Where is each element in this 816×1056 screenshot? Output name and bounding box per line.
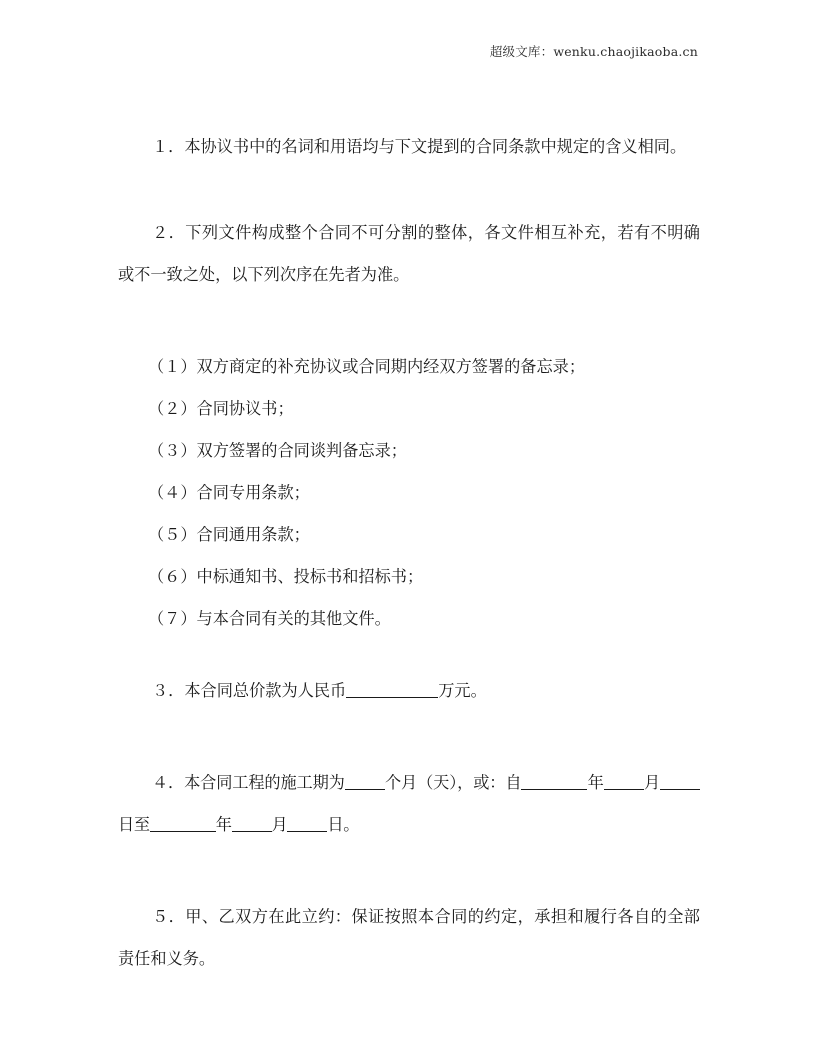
clause-4-year-1-label: 年 [587, 773, 604, 792]
list-item: （６）中标通知书、投标书和招标书； [148, 567, 424, 586]
clause-3-suffix: 万元。 [438, 681, 487, 700]
list-item: （４）合同专用条款； [148, 483, 310, 502]
clause-4-year-2-label: 年 [215, 815, 232, 834]
list-item: （３）双方签署的合同谈判备忘录； [148, 441, 407, 460]
clause-4-prefix: ４．本合同工程的施工期为 [152, 773, 345, 792]
end-day-blank[interactable] [287, 816, 327, 832]
start-day-blank[interactable] [660, 774, 700, 790]
duration-months-blank[interactable] [345, 774, 385, 790]
document-sublist [118, 346, 700, 640]
clause-4 [118, 762, 700, 846]
list-item: （２）合同协议书； [148, 399, 294, 418]
clause-1: １．本协议书中的名词和用语均与下文提到的合同条款中规定的含义相同。 [152, 137, 687, 156]
start-month-blank[interactable] [604, 774, 644, 790]
clause-4-day-1-label: 日 [118, 815, 134, 834]
clause-3 [118, 670, 700, 712]
start-year-blank[interactable] [521, 774, 587, 790]
document-body [118, 126, 700, 1014]
clause-4-month-2-label: 月 [271, 815, 288, 834]
clause-4-months-label: 个月（天），或：自 [384, 773, 522, 792]
clause-4-month-1-label: 月 [643, 773, 661, 792]
clause-4-to-label: 至 [133, 815, 150, 834]
end-year-blank[interactable] [150, 816, 216, 832]
list-item: （５）合同通用条款； [148, 525, 310, 544]
contract-amount-blank[interactable] [346, 682, 438, 698]
header-watermark: 超级文库：wenku.chaojikaoba.cn [489, 44, 698, 59]
clause-4-day-2-label: 日。 [327, 815, 360, 834]
clause-2: ２．下列文件构成整个合同不可分割的整体，各文件相互补充，若有不明确或不一致之处，以下列次序在先者为准。 [118, 223, 700, 284]
clause-5: ５．甲、乙双方在此立约：保证按照本合同的约定，承担和履行各自的全部责任和义务。 [118, 907, 700, 968]
clause-3-prefix: ３．本合同总价款为人民币 [152, 681, 347, 700]
end-month-blank[interactable] [232, 816, 272, 832]
list-item: （１）双方商定的补充协议或合同期内经双方签署的备忘录； [148, 357, 586, 376]
list-item: （７）与本合同有关的其他文件。 [148, 609, 391, 628]
